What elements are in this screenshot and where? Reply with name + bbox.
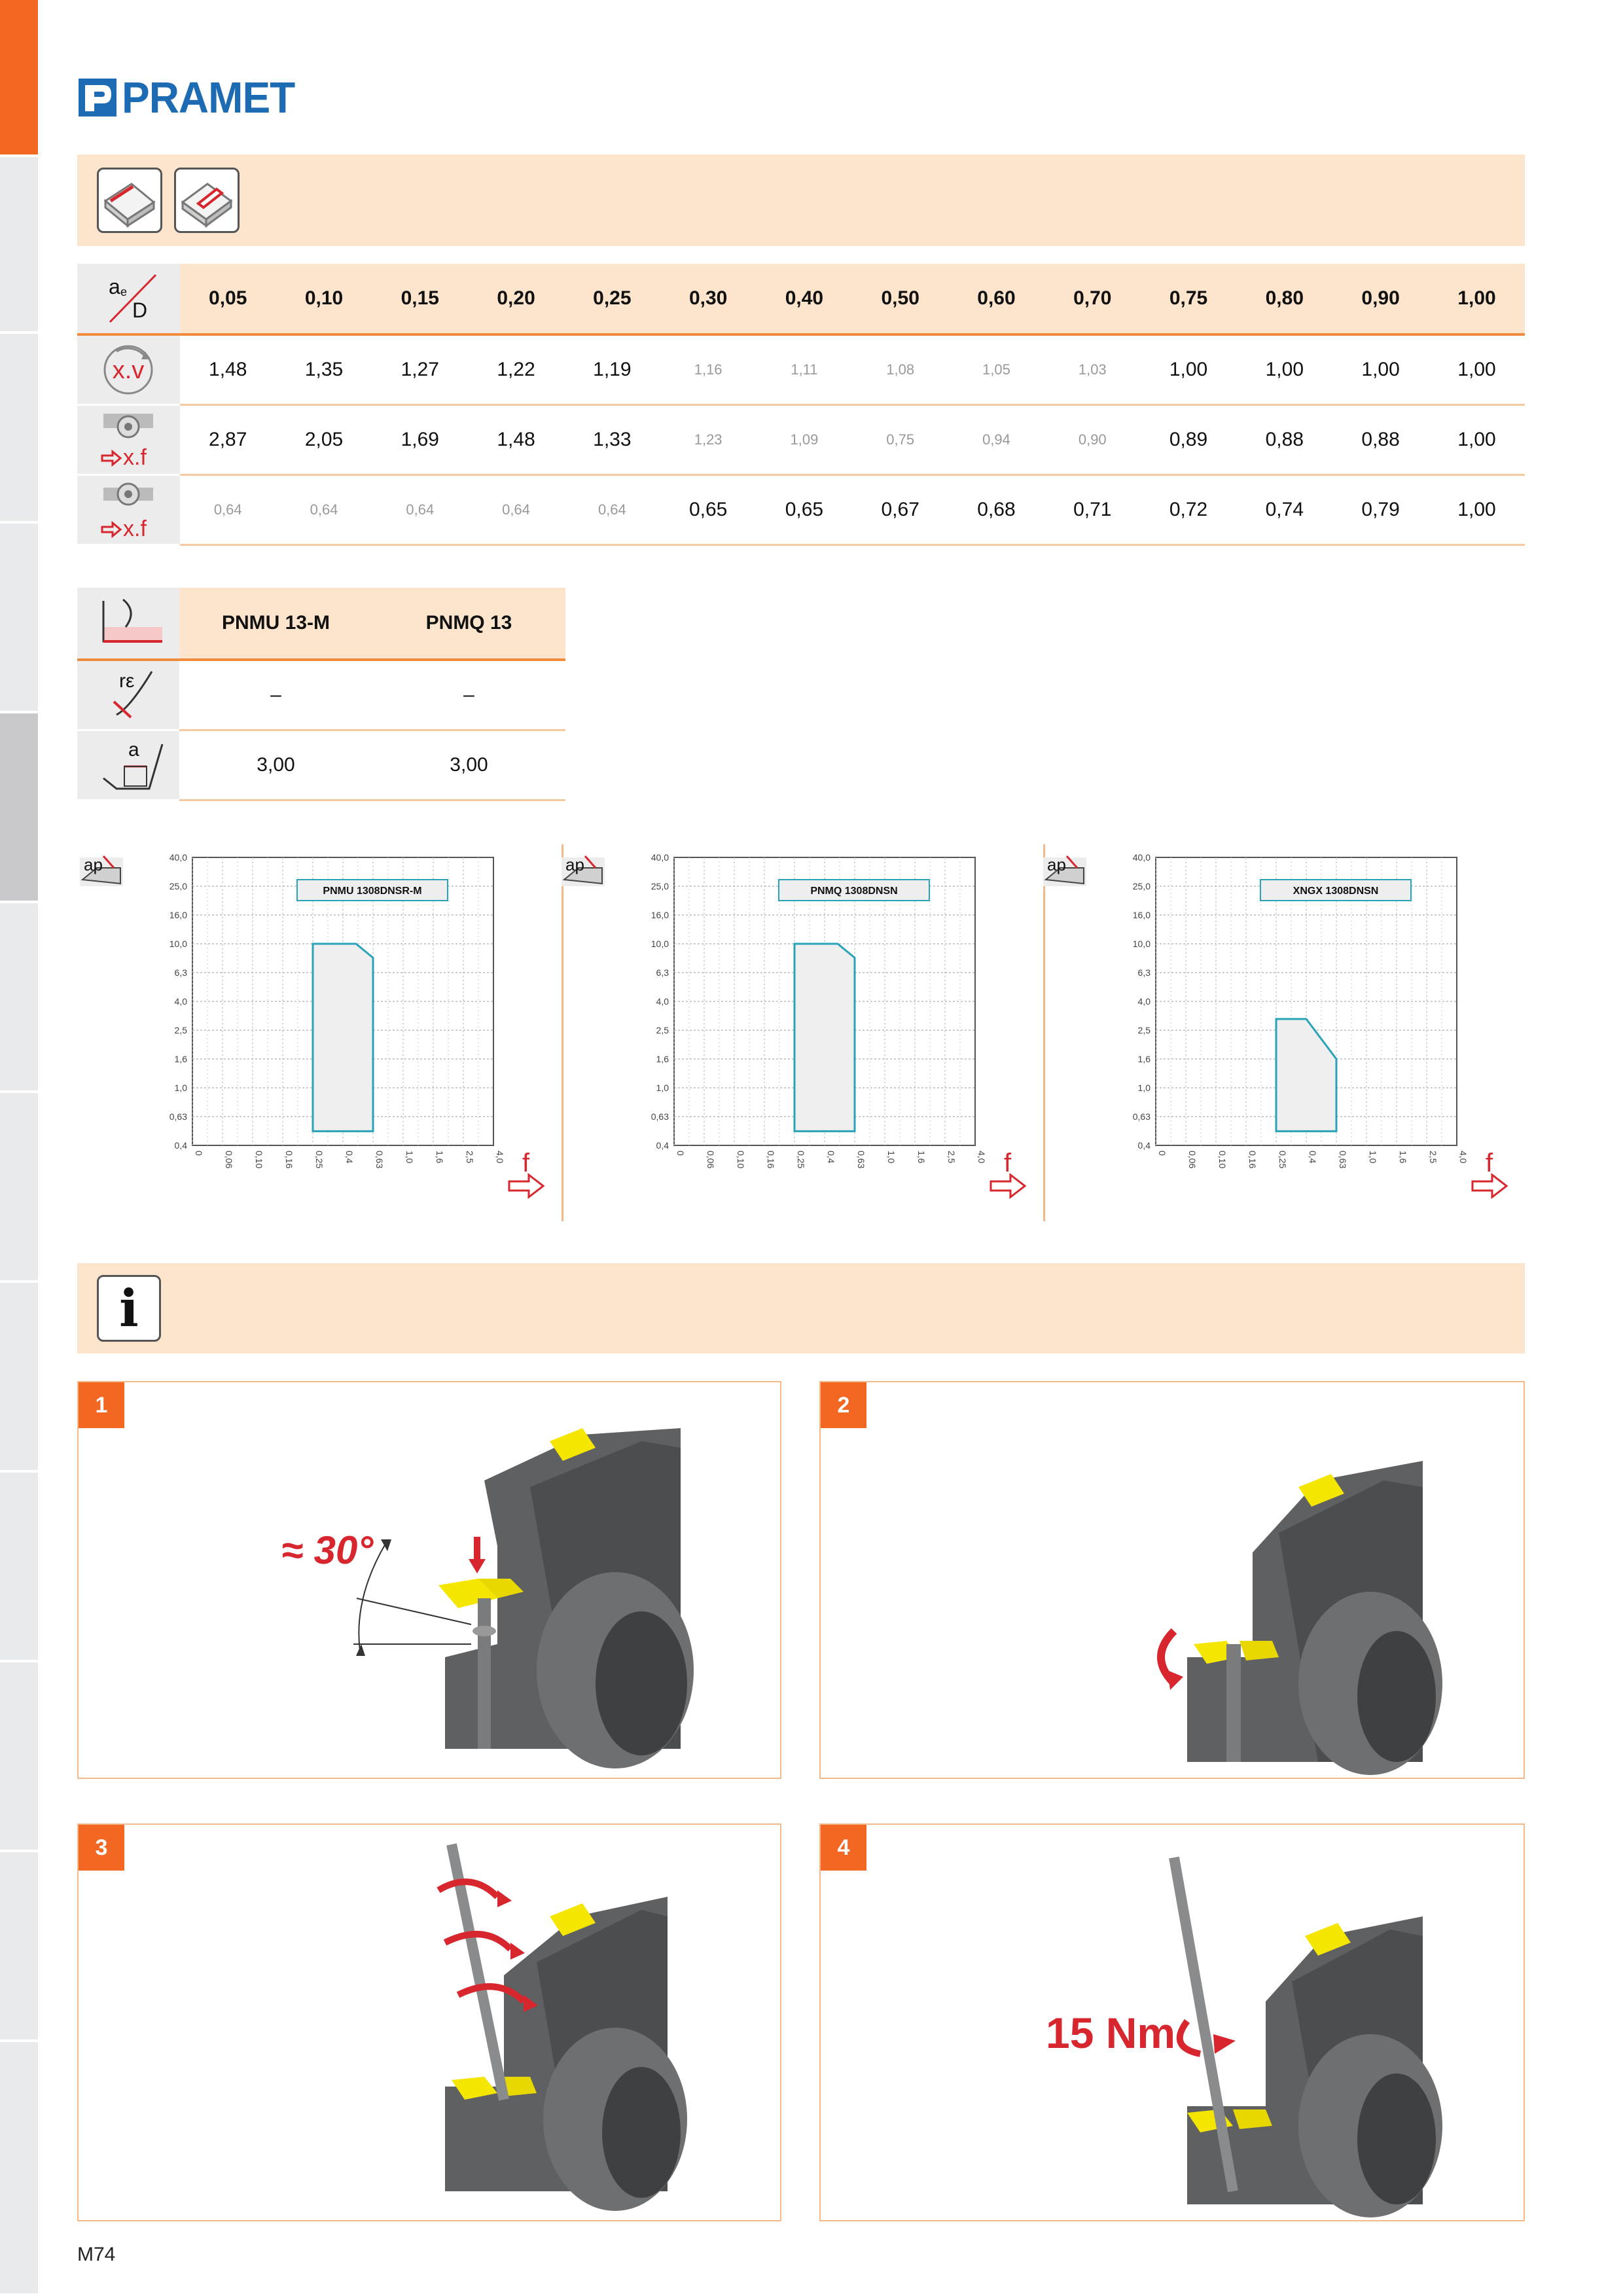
x-axis-symbol: f: [1486, 1149, 1493, 1177]
x-tick-label: 0,16: [1247, 1151, 1258, 1169]
x-tick-label: 1,6: [1398, 1151, 1408, 1164]
y-tick-label: 25,0: [169, 881, 187, 891]
diameter-symbol: D: [132, 298, 148, 322]
y-tick-label: 0,4: [656, 1140, 669, 1151]
table-row: [77, 334, 1525, 404]
info-band: [77, 1263, 1525, 1354]
table-cell: 1,48: [180, 334, 276, 404]
table-cell: 0,67: [852, 475, 948, 545]
x-tick-label: 1,6: [916, 1151, 927, 1164]
wiper-edge-icon: [77, 588, 179, 660]
x-tick-label: 0,06: [705, 1151, 716, 1169]
column-header: 0,40: [757, 264, 853, 334]
column-header: 0,30: [660, 264, 757, 334]
step-number: 3: [79, 1825, 124, 1871]
chamfer-symbol: a: [128, 738, 139, 761]
x-tick-label: 0,06: [1187, 1151, 1198, 1169]
corner-radius-symbol: rε: [119, 670, 135, 692]
cutting-range-charts: [77, 844, 1525, 1237]
y-tick-label: 1,6: [656, 1054, 669, 1064]
y-tick-label: 10,0: [651, 939, 669, 949]
ae-symbol: a: [109, 275, 120, 298]
table-cell: 2,05: [276, 404, 372, 475]
column-header: 0,75: [1141, 264, 1237, 334]
chart-title: PNMU 1308DNSR-M: [323, 886, 422, 897]
step-1-panel: [77, 1381, 781, 1779]
insert-geometry-table: [77, 588, 565, 801]
side-tab[interactable]: [0, 1283, 38, 1473]
table-cell: 0,88: [1332, 404, 1429, 475]
depth-of-cut-icon: [1043, 855, 1086, 886]
x-tick-label: 0,4: [826, 1151, 836, 1164]
speed-correction-icon: [77, 334, 180, 404]
x-tick-label: 2,5: [465, 1151, 475, 1164]
table-cell: 1,11: [757, 334, 853, 404]
table-cell: 1,08: [852, 334, 948, 404]
info-icon: [97, 1275, 161, 1342]
y-tick-label: 40,0: [651, 852, 669, 863]
table-cell: 0,64: [372, 475, 468, 545]
y-tick-label: 6,3: [1137, 967, 1150, 978]
speed-factor-symbol: x.v: [112, 356, 145, 384]
side-tab-active[interactable]: [0, 0, 38, 157]
step-number: 4: [821, 1825, 866, 1871]
column-header: PNMQ 13: [372, 588, 565, 660]
y-axis-symbol: ap: [1047, 855, 1066, 874]
x-tick-label: 0,63: [374, 1151, 385, 1169]
table-row: [77, 730, 565, 800]
table-cell: 0,64: [276, 475, 372, 545]
table-cell: 1,03: [1044, 334, 1141, 404]
table-cell: 0,64: [468, 475, 564, 545]
y-tick-label: 16,0: [651, 910, 669, 920]
column-header: 0,20: [468, 264, 564, 334]
y-tick-label: 0,63: [1132, 1111, 1150, 1122]
feed-factor-symbol: x.f: [123, 444, 147, 470]
table-cell: 0,68: [948, 475, 1044, 545]
x-tick-label: 2,5: [1428, 1151, 1438, 1164]
table-cell: 0,79: [1332, 475, 1429, 545]
table-cell: –: [179, 660, 372, 730]
x-tick-label: 0: [194, 1151, 204, 1156]
y-axis-symbol: ap: [565, 855, 584, 874]
x-tick-label: 2,5: [946, 1151, 957, 1164]
feed-correction-icon-2: [77, 475, 180, 545]
side-tab[interactable]: [0, 1852, 38, 2042]
application-range-area: [794, 944, 855, 1131]
feed-arrow-shape: [1472, 1175, 1507, 1197]
table-cell: 0,64: [564, 475, 660, 545]
table-cell: 1,00: [1429, 404, 1525, 475]
chart-title: XNGX 1308DNSN: [1293, 886, 1379, 897]
y-tick-label: 16,0: [169, 910, 187, 920]
y-tick-label: 1,6: [174, 1054, 187, 1064]
column-header: 0,70: [1044, 264, 1141, 334]
table-cell: 1,00: [1236, 334, 1332, 404]
table-cell: 1,27: [372, 334, 468, 404]
step-3-panel: [77, 1823, 781, 2221]
side-tab[interactable]: [0, 903, 38, 1093]
y-tick-label: 1,6: [1137, 1054, 1150, 1064]
corner-radius-icon: [77, 660, 179, 730]
column-header: 0,05: [180, 264, 276, 334]
table-cell: 0,72: [1141, 475, 1237, 545]
table-row: [77, 660, 565, 730]
table-cell: 1,69: [372, 404, 468, 475]
table-cell: 1,05: [948, 334, 1044, 404]
x-tick-label: 0,10: [1217, 1151, 1228, 1169]
info-symbol: i: [119, 1278, 139, 1338]
pramet-logo-icon: [77, 77, 118, 118]
y-tick-label: 2,5: [1137, 1025, 1150, 1035]
x-tick-label: 0,10: [254, 1151, 264, 1169]
column-header: 0,90: [1332, 264, 1429, 334]
step-number: 2: [821, 1382, 866, 1428]
cutting-range-chart: [1041, 844, 1522, 1237]
table-cell: 1,33: [564, 404, 660, 475]
table-cell: 0,94: [948, 404, 1044, 475]
x-tick-label: 1,6: [435, 1151, 445, 1164]
cutting-range-chart: [559, 844, 1041, 1237]
table-row: [77, 475, 1525, 545]
x-tick-label: 1,0: [404, 1151, 415, 1164]
feed-axis-arrow: [991, 1149, 1025, 1197]
x-tick-label: 0: [1157, 1151, 1168, 1156]
pramet-logo: [77, 75, 294, 120]
column-header: 0,60: [948, 264, 1044, 334]
table-cell: 0,65: [757, 475, 853, 545]
table-cell: 1,23: [660, 404, 757, 475]
y-tick-label: 2,5: [656, 1025, 669, 1035]
feed-correction-icon-1: [77, 404, 180, 475]
table-cell: 1,00: [1429, 334, 1525, 404]
y-tick-label: 6,3: [174, 967, 187, 978]
x-tick-label: 0,4: [344, 1151, 355, 1164]
ae-d-symbol: [77, 264, 180, 334]
column-header: 1,00: [1429, 264, 1525, 334]
brand-name: PRAMET: [122, 73, 295, 122]
face-milling-icon: [97, 168, 162, 233]
y-tick-label: 10,0: [1132, 939, 1150, 949]
step-3-illustration: [79, 1825, 780, 2220]
column-header: 0,15: [372, 264, 468, 334]
side-tab[interactable]: [0, 1662, 38, 1852]
cutting-correction-table: [77, 264, 1525, 546]
step-2-panel: [819, 1381, 1525, 1779]
table-cell: 1,19: [564, 334, 660, 404]
table-cell: 1,48: [468, 404, 564, 475]
y-tick-label: 4,0: [656, 996, 669, 1007]
y-axis-symbol: ap: [84, 855, 103, 874]
side-tab[interactable]: [0, 713, 38, 903]
table-cell: 1,22: [468, 334, 564, 404]
ae-subscript: e: [120, 285, 128, 298]
y-tick-label: 0,63: [651, 1111, 669, 1122]
y-tick-label: 0,63: [169, 1111, 187, 1122]
y-tick-label: 25,0: [1132, 881, 1150, 891]
step-2-illustration: [821, 1382, 1524, 1778]
table-cell: 3,00: [372, 730, 565, 800]
angle-annotation: ≈ 30°: [281, 1528, 374, 1572]
step-number: 1: [79, 1382, 124, 1428]
x-tick-label: 0,10: [736, 1151, 746, 1169]
x-tick-label: 0: [675, 1151, 686, 1156]
x-tick-label: 4,0: [495, 1151, 505, 1164]
feed-axis-arrow: [1472, 1149, 1507, 1197]
table-cell: 1,35: [276, 334, 372, 404]
x-tick-label: 0,25: [1277, 1151, 1288, 1169]
cutting-range-chart: [77, 844, 559, 1237]
x-tick-label: 0,63: [1338, 1151, 1348, 1169]
y-tick-label: 1,0: [656, 1083, 669, 1093]
x-tick-label: 0,16: [766, 1151, 776, 1169]
table-cell: 1,09: [757, 404, 853, 475]
table-cell: 3,00: [179, 730, 372, 800]
operation-band: [77, 154, 1525, 246]
y-tick-label: 40,0: [1132, 852, 1150, 863]
table-cell: 0,89: [1141, 404, 1237, 475]
y-tick-label: 4,0: [1137, 996, 1150, 1007]
table-cell: 0,74: [1236, 475, 1332, 545]
table-cell: 0,90: [1044, 404, 1141, 475]
y-tick-label: 6,3: [656, 967, 669, 978]
y-tick-label: 40,0: [169, 852, 187, 863]
table-cell: 0,88: [1236, 404, 1332, 475]
chart-title: PNMQ 1308DNSN: [810, 886, 898, 897]
column-header: 0,50: [852, 264, 948, 334]
y-tick-label: 0,4: [174, 1140, 187, 1151]
column-header: 0,10: [276, 264, 372, 334]
table-cell: 1,00: [1429, 475, 1525, 545]
y-tick-label: 2,5: [174, 1025, 187, 1035]
side-tab[interactable]: [0, 1093, 38, 1283]
side-tab[interactable]: [0, 157, 38, 334]
table-header-row: [77, 264, 1525, 334]
slot-milling-icon: [174, 168, 240, 233]
side-tab[interactable]: [0, 334, 38, 524]
feed-arrow-shape: [509, 1175, 543, 1197]
table-cell: 1,00: [1332, 334, 1429, 404]
feed-factor-symbol: x.f: [123, 516, 147, 541]
step-4-panel: [819, 1823, 1525, 2221]
x-tick-label: 0,25: [796, 1151, 806, 1169]
side-tab: [0, 2042, 38, 2296]
x-tick-label: 0,06: [224, 1151, 234, 1169]
step-1-illustration: [79, 1382, 780, 1778]
y-tick-label: 0,4: [1137, 1140, 1150, 1151]
feed-axis-arrow: [509, 1149, 543, 1197]
y-tick-label: 10,0: [169, 939, 187, 949]
x-tick-label: 1,0: [1368, 1151, 1378, 1164]
x-axis-symbol: f: [1004, 1149, 1012, 1177]
y-tick-label: 1,0: [1137, 1083, 1150, 1093]
chamfer-icon: [77, 730, 179, 800]
feed-arrow-shape: [991, 1175, 1025, 1197]
side-tab[interactable]: [0, 524, 38, 713]
x-tick-label: 4,0: [976, 1151, 987, 1164]
y-tick-label: 1,0: [174, 1083, 187, 1093]
table-cell: 0,64: [180, 475, 276, 545]
x-axis-symbol: f: [522, 1149, 530, 1177]
x-tick-label: 1,0: [886, 1151, 897, 1164]
depth-of-cut-icon: [80, 855, 123, 886]
table-header-row: [77, 588, 565, 660]
column-header: 0,80: [1236, 264, 1332, 334]
side-tab[interactable]: [0, 1473, 38, 1662]
table-cell: 2,87: [180, 404, 276, 475]
table-row: [77, 404, 1525, 475]
page-number: M74: [77, 2244, 116, 2265]
y-tick-label: 25,0: [651, 881, 669, 891]
column-header: PNMU 13-M: [179, 588, 372, 660]
application-range-area: [313, 944, 373, 1131]
column-header: 0,25: [564, 264, 660, 334]
side-index: [0, 0, 38, 2296]
depth-of-cut-icon: [562, 855, 605, 886]
table-cell: 0,71: [1044, 475, 1141, 545]
table-cell: –: [372, 660, 565, 730]
table-cell: 0,75: [852, 404, 948, 475]
x-tick-label: 0,63: [856, 1151, 866, 1169]
table-cell: 1,16: [660, 334, 757, 404]
table-cell: 1,00: [1141, 334, 1237, 404]
x-tick-label: 4,0: [1458, 1151, 1469, 1164]
x-tick-label: 0,25: [314, 1151, 325, 1169]
x-tick-label: 0,16: [284, 1151, 294, 1169]
y-tick-label: 4,0: [174, 996, 187, 1007]
torque-annotation: 15 Nm: [1046, 2009, 1176, 2057]
x-tick-label: 0,4: [1308, 1151, 1318, 1164]
y-tick-label: 16,0: [1132, 910, 1150, 920]
table-cell: 0,65: [660, 475, 757, 545]
